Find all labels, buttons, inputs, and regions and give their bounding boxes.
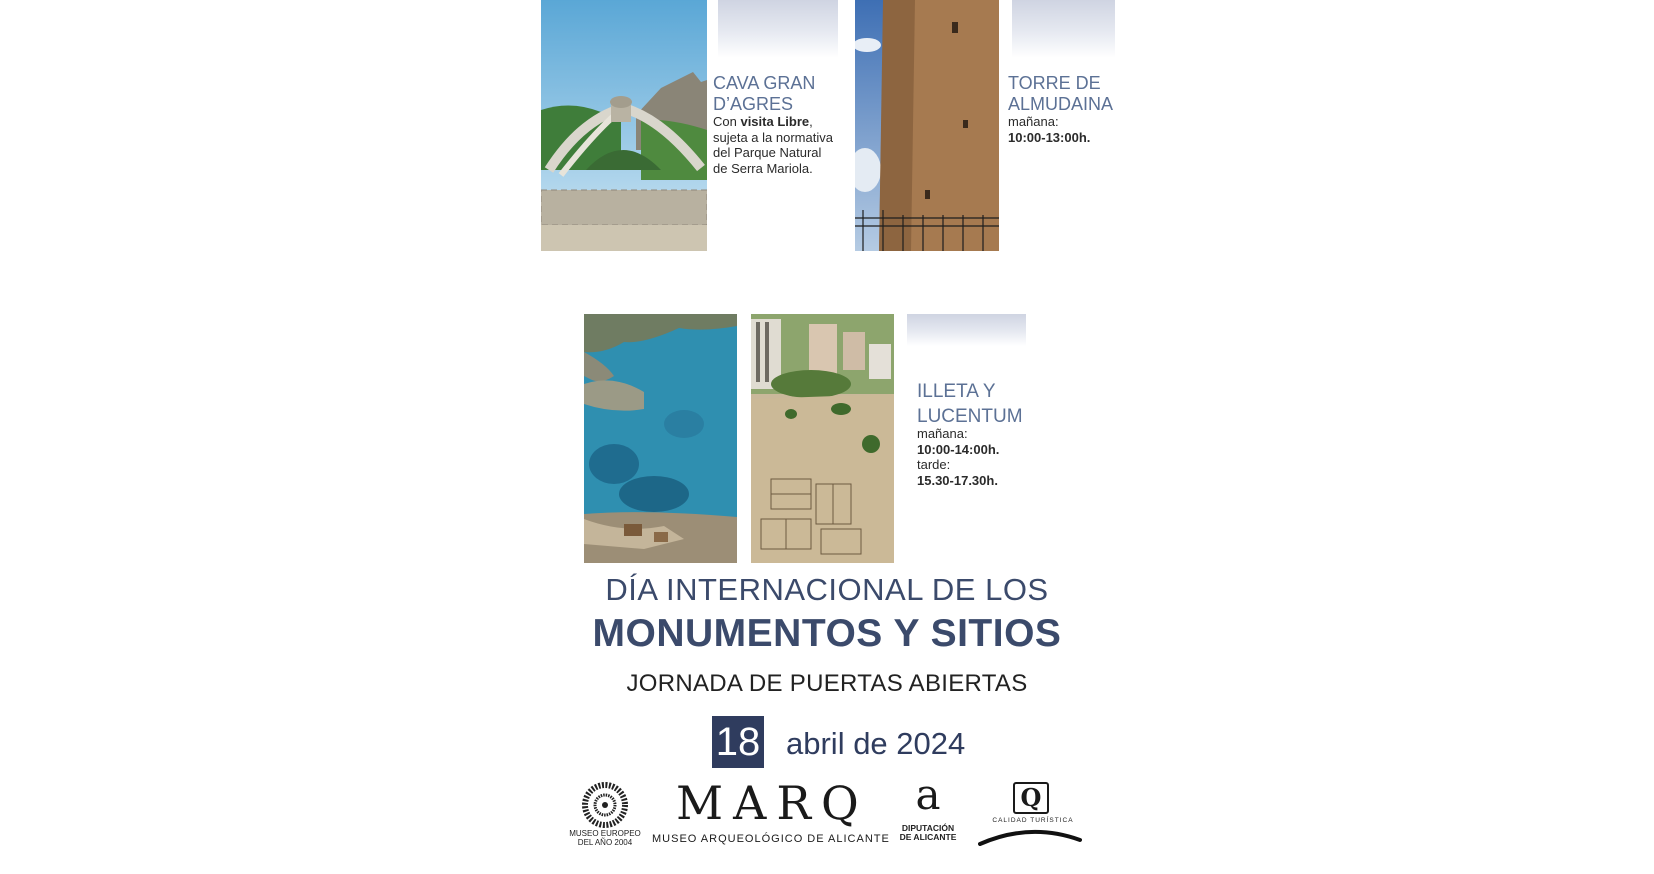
info-line: de Serra Mariola. bbox=[713, 160, 813, 176]
info-line: sujeta a la normativa bbox=[713, 129, 833, 145]
calidad-q-icon: Q bbox=[1013, 782, 1049, 814]
marq-caption: MUSEO ARQUEOLÓGICO DE ALICANTE bbox=[652, 833, 890, 845]
cava-gran-info bbox=[713, 114, 833, 176]
date-day-box: 18 bbox=[712, 716, 764, 768]
cava-gran-gradient bbox=[718, 0, 838, 58]
calidad-caption: CALIDAD TURÍSTICA bbox=[992, 817, 1074, 824]
illeta-gradient bbox=[907, 314, 1026, 346]
info-line: del Parque Natural bbox=[713, 145, 822, 160]
torre-title: TORRE DE ALMUDAINA bbox=[1008, 73, 1114, 114]
illeta-coast-photo bbox=[584, 314, 737, 563]
headline-line-2: MONUMENTOS Y SITIOS bbox=[592, 612, 1062, 655]
illeta-title: ILLETA Y LUCENTUM bbox=[917, 381, 1023, 427]
marq-wordmark: MARQ bbox=[676, 776, 869, 830]
european-museum-caption: MUSEO EUROPEO DEL AÑO 2004 bbox=[569, 829, 641, 847]
info-line: 15.30-17.30h. bbox=[917, 472, 998, 488]
diputacion-logo-glyph: a bbox=[915, 770, 941, 819]
cava-gran-photo bbox=[541, 0, 707, 251]
info-line: mañana: bbox=[917, 426, 968, 441]
torre-gradient bbox=[1012, 0, 1115, 58]
headline-line-3: JORNADA DE PUERTAS ABIERTAS bbox=[626, 670, 1028, 697]
info-line: mañana: bbox=[1008, 114, 1059, 129]
lucentum-aerial-photo bbox=[751, 314, 894, 563]
info-line: 10:00-14:00h. bbox=[917, 441, 1000, 457]
info-line: tarde: bbox=[917, 457, 951, 472]
cava-gran-title: CAVA GRAN D’AGRES bbox=[713, 73, 816, 114]
calidad-swoosh bbox=[978, 826, 1082, 846]
torre-info bbox=[1008, 114, 1090, 145]
info-line: 10:00-13:00h. bbox=[1008, 129, 1091, 145]
info-line: Con visita Libre, bbox=[713, 114, 813, 129]
diputacion-caption: DIPUTACIÓN DE ALICANTE bbox=[899, 823, 957, 842]
european-museum-logo bbox=[578, 782, 632, 828]
torre-almudaina-photo bbox=[855, 0, 999, 251]
headline-line-1: DÍA INTERNACIONAL DE LOS bbox=[605, 572, 1049, 607]
date-month-year: abril de 2024 bbox=[786, 726, 966, 761]
illeta-info bbox=[917, 426, 999, 488]
